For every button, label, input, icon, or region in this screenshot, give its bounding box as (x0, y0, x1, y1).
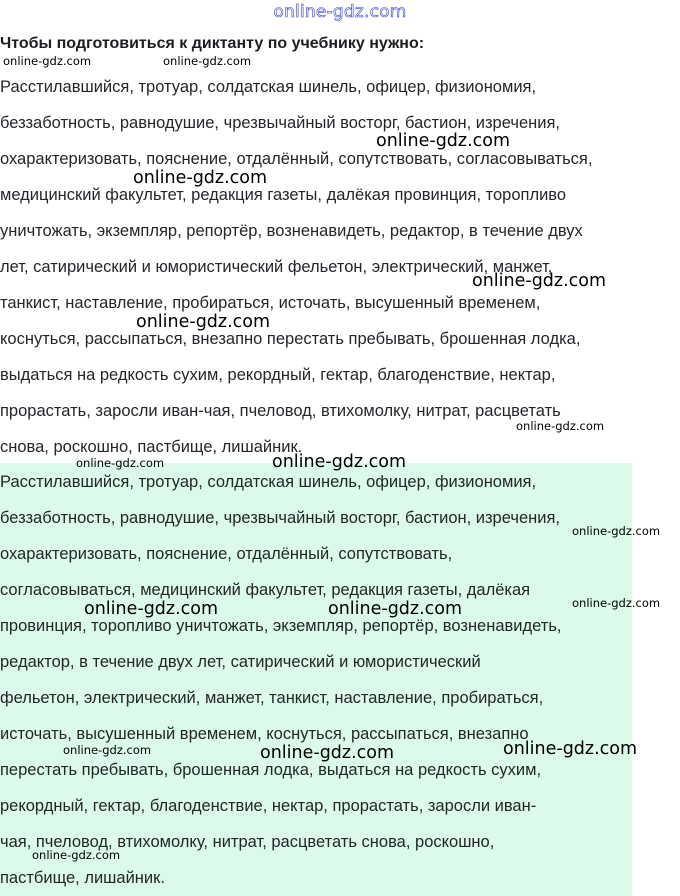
watermark: online-gdz.com (3, 54, 92, 68)
answer-line: беззаботность, равнодушие, чрезвычайный восторг, бастион, изречения, (0, 509, 560, 527)
exercise-line: снова, роскошно, пастбище, лишайник. (0, 438, 303, 456)
answer-line: рекордный, гектар, благоденствие, нектар, прорастать, заросли иван- (0, 797, 537, 815)
watermark: online-gdz.com (133, 168, 268, 188)
answer-line: Расстилавшийся, тротуар, солдатская шинель, офицер, физиономия, (0, 473, 537, 491)
answer-line: редактор, в течение двух лет, сатирический и юмористический (0, 653, 481, 671)
watermark: online-gdz.com (572, 596, 661, 610)
watermark: online-gdz.com (63, 743, 152, 757)
exercise-line: медицинский факультет, редакция газеты, далёкая провинция, торопливо (0, 186, 567, 204)
exercise-line: беззаботность, равнодушие, чрезвычайный восторг, бастион, изречения, (0, 114, 560, 132)
task-title: Чтобы подготовиться к диктанту по учебнику нужно: (0, 35, 425, 52)
exercise-line: танкист, наставление, пробираться, источать, высушенный временем, (0, 294, 541, 312)
exercise-line: прорастать, заросли иван-чая, пчеловод, втихомолку, нитрат, расцветать (0, 402, 561, 420)
exercise-line: выдаться на редкость сухим, рекордный, гектар, благоденствие, нектар, (0, 366, 556, 384)
exercise-line: охарактеризовать, пояснение, отдалённый, сопутствовать, согласовываться, (0, 150, 593, 168)
answer-text (0, 464, 632, 896)
answer-line: согласовываться, медицинский факультет, редакция газеты, далёкая (0, 581, 531, 599)
watermark: online-gdz.com (32, 848, 121, 862)
exercise-text (0, 69, 665, 465)
exercise-line: коснуться, рассыпаться, внезапно перестать пребывать, брошенная лодка, (0, 330, 581, 348)
watermark: online-gdz.com (272, 452, 407, 472)
exercise-line: Расстилавшийся, тротуар, солдатская шинель, офицер, физиономия, (0, 78, 537, 96)
watermark: online-gdz.com (163, 54, 252, 68)
answer-line: пастбище, лишайник. (0, 869, 165, 887)
watermark: online-gdz.com (260, 743, 395, 763)
watermark: online-gdz.com (76, 456, 165, 470)
answer-line: перестать пребывать, брошенная лодка, выдаться на редкость сухим, (0, 761, 542, 779)
answer-line: провинция, торопливо уничтожать, экземпляр, репортёр, возненавидеть, (0, 617, 562, 635)
watermark: online-gdz.com (572, 524, 661, 538)
watermark: online-gdz.com (516, 419, 605, 433)
answer-line: фельетон, электрический, манжет, танкист, наставление, пробираться, (0, 689, 544, 707)
watermark: online-gdz.com (136, 312, 271, 332)
watermark: online-gdz.com (328, 599, 463, 619)
exercise-line: уничтожать, экземпляр, репортёр, возненавидеть, редактор, в течение двух (0, 222, 583, 240)
answer-line: чая, пчеловод, втихомолку, нитрат, расцветать снова, роскошно, (0, 833, 495, 851)
exercise-line: лет, сатирический и юмористический фельетон, электрический, манжет, (0, 258, 553, 276)
answer-line: источать, высушенный временем, коснуться, рассыпаться, внезапно (0, 725, 529, 743)
site-logo[interactable]: online-gdz.com (273, 2, 407, 22)
watermark: online-gdz.com (472, 271, 607, 291)
watermark: online-gdz.com (503, 739, 638, 759)
answer-line: охарактеризовать, пояснение, отдалённый, сопутствовать, (0, 545, 453, 563)
watermark: online-gdz.com (376, 131, 511, 151)
watermark: online-gdz.com (84, 599, 219, 619)
